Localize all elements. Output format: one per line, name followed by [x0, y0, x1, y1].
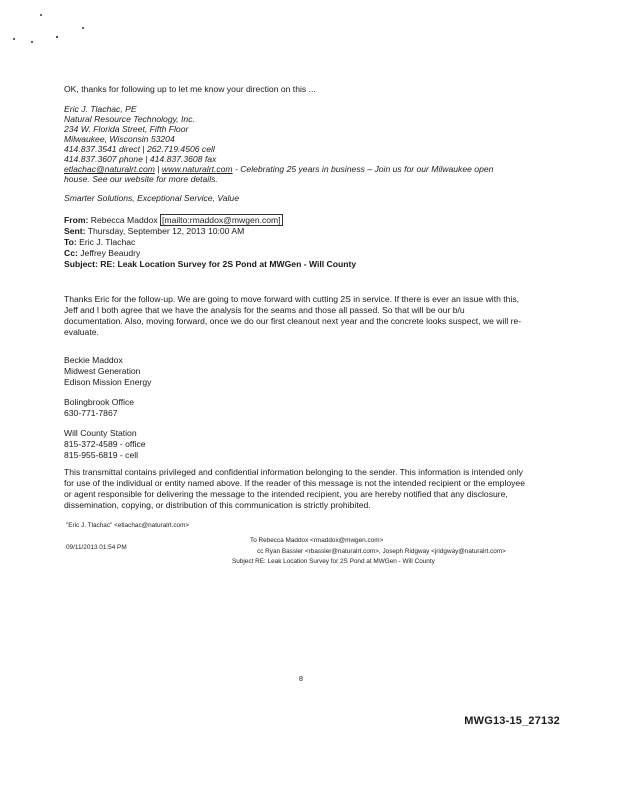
disclaimer-line-1: This transmittal contains privileged and confidential information belonging to the sender. This information is intended only: [64, 467, 523, 477]
signature-direct: 414.837.3541 direct | 262.719.4506 cell: [64, 144, 215, 154]
signature-links-line: [64, 164, 493, 174]
prior-cc-label: cc: [257, 548, 264, 555]
bates-number: MWG13-15_27132: [464, 715, 560, 727]
prior-to-value: Rebecca Maddox <rmaddox@mwgen.com>: [258, 537, 384, 544]
link-separator: |: [157, 164, 160, 174]
prior-subject-value: RE: Leak Location Survey for 2S Pond at MWGen - Will County: [255, 558, 435, 565]
body-line-2: Jeff and I both agree that we have the analysis for the seams and those all passed. So that will be our b/u: [64, 305, 465, 315]
disclaimer-line-3: or agent responsible for delivering the message to the intended recipient, you are hereby notified that any disclosure,: [64, 489, 508, 499]
sent-value: Thursday, September 12, 2013 10:00 AM: [87, 226, 245, 236]
scan-speck: [40, 14, 42, 16]
signature-company: Natural Resource Technology, Inc.: [64, 114, 195, 124]
to-label: To:: [64, 237, 77, 247]
from-label: From:: [64, 215, 89, 225]
header-sent: [64, 226, 244, 236]
prior-sender: "Eric J. Tlachac" <etlachac@naturalrt.com>: [66, 522, 190, 529]
sent-label: Sent:: [64, 226, 86, 236]
header-subject: [64, 259, 356, 269]
header-cc: [64, 248, 140, 258]
body-line-3: documentation. Also, moving forward, once we do our first cleanout next year and the concrete looks suspect, we will re-: [64, 316, 522, 326]
email-link[interactable]: etlachac@naturalrt.com: [64, 164, 155, 174]
prior-subject: [232, 558, 435, 566]
disclaimer-line-4: dissemination, copying, or distribution of this communication is strictly prohibited.: [64, 500, 371, 510]
body-line-1: Thanks Eric for the follow-up. We are going to move forward with cutting 2S in service. If there is ever an issue with this,: [64, 294, 520, 304]
signature-tagline: Smarter Solutions, Exceptional Service, Value: [64, 193, 239, 203]
from-mailto[interactable]: [mailto:rmaddox@mwgen.com]: [162, 215, 281, 225]
signature-phone-fax: 414.837.3607 phone | 414.837.3608 fax: [64, 154, 217, 164]
station-office: 815-372-4589 - office: [64, 439, 146, 449]
prior-to-label: To: [250, 537, 257, 544]
signature-name: Eric J. Tlachac, PE: [64, 104, 137, 114]
sender-org-2: Edison Mission Energy: [64, 377, 152, 387]
intro-line: OK, thanks for following up to let me know your direction on this ...: [64, 84, 316, 94]
scan-speck: [82, 27, 84, 29]
scan-speck: [13, 38, 15, 40]
signature-address1: 234 W. Florida Street, Fifth Floor: [64, 124, 189, 134]
office-phone: 630-771-7867: [64, 408, 118, 418]
body-line-4: evaluate.: [64, 327, 99, 337]
to-value: Eric J. Tlachac: [79, 237, 136, 247]
header-to: [64, 237, 135, 247]
from-name: Rebecca Maddox: [90, 215, 158, 225]
office-label: Bolingbrook Office: [64, 397, 135, 407]
promo-text: - Celebrating 25 years in business – Join us for our Milwaukee open: [232, 164, 494, 174]
prior-cc: [257, 548, 506, 556]
cc-label: Cc:: [64, 248, 78, 258]
scan-speck: [31, 41, 33, 43]
subject-value: RE: Leak Location Survey for 2S Pond at MWGen - Will County: [100, 259, 357, 269]
prior-subject-label: Subject: [232, 558, 254, 565]
website-link[interactable]: www.naturalrt.com: [161, 164, 233, 174]
signature-address2: Milwaukee, Wisconsin 53204: [64, 134, 175, 144]
station-label: Will County Station: [64, 428, 137, 438]
subject-label: Subject:: [64, 259, 98, 269]
station-cell: 815-955-6819 - cell: [64, 450, 139, 460]
prior-datetime: 09/11/2013 01:54 PM: [66, 544, 127, 551]
disclaimer-line-2: for use of the individual or entity named above. If the reader of this message is not the intended recipient or the employee: [64, 478, 525, 488]
sender-org-1: Midwest Generation: [64, 366, 141, 376]
header-from: [64, 215, 283, 225]
promo-line-2: house. See our website for more details.: [64, 174, 218, 184]
prior-cc-value: Ryan Bassler <rbassler@naturalrt.com>, Joseph Ridgway <jridgway@naturalrt.com>: [265, 548, 506, 555]
scan-speck: [56, 36, 58, 38]
prior-to: [250, 537, 383, 545]
cc-value: Jeffrey Beaudry: [80, 248, 141, 258]
page-number: 8: [299, 676, 303, 683]
sender-name: Beckie Maddox: [64, 355, 123, 365]
